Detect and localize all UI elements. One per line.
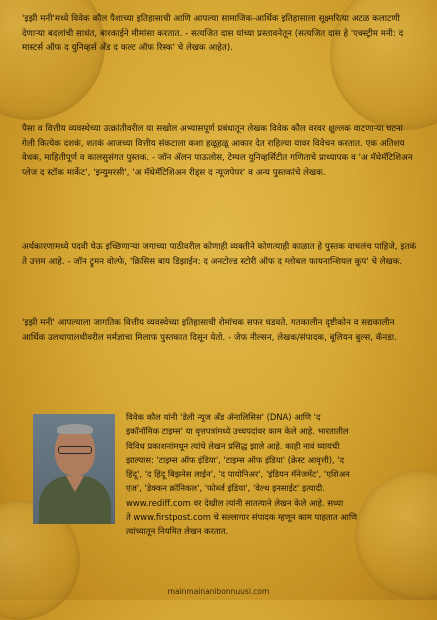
review-paragraph-3: अर्थकारणामध्ये पदवी घेऊ इच्छिणाऱ्या जगाच्या पाठीवरील कोणाही व्यक्तीने कोणत्याही काळात हे पुस्तक वाचलंच पाहिजे, इतकं ते उत्तम आहे. - जॉन ट्रूमन वोल्फे, 'क्रिसिस बाय डिझाईन: द अनटोल्ड स्टोरी ऑफ द ग्लोबल फायनान्शियल कूप' चे लेखक. [22, 242, 417, 267]
bio-line: विविध प्रकाशनांमधून त्यांचे लेखन प्रसिद्ध झाले आहे. काही नावं घ्यायची [126, 440, 340, 451]
footer-url: mainmainanibonnuusi.com [167, 587, 270, 596]
bio-line: विवेक कौल यांनी 'डेली न्यूज अँड ॲनालिसिस' (DNA) आणि 'द [126, 412, 321, 422]
bio-line: हिंदू', 'द हिंदू बिझनेस लाईन', 'द पायोनिअर', 'इंडियन मॅनेजमेंट', 'एशिअन [126, 469, 350, 480]
bio-line: इकॉनॉमिक टाइम्स' या वृत्तपत्रांमध्ये उच्चपदांवर काम केले आहे. भारतातील [126, 426, 349, 437]
review-paragraph-1: 'इझी मनी'मध्ये विवेक कौल पैशाच्या इतिहासाची आणि आपल्या सामाजिक-आर्थिक इतिहासाला सूक्ष्मरित्या अटळ कलाटणी देणाऱ्या बदलांची साधंत, बारकाईने मीमांसा करतात. - सत्यजित दास यांच्या प्रस्तावनेतून (सत्यजित दास हे 'एक्स्ट्रीम मनी: द मास्टर्स ऑफ द युनिव्हर्स अँड द कल्ट ऑफ रिस्क' चे लेखक आहेत). [22, 14, 404, 53]
review-paragraph-4: 'इझी मनी' आपल्याला जागतिक वित्तीय व्यवस्थेच्या इतिहासाची रोमांचक सफर घडवते. गतकालीन दृष्टीकोन व सद्यकालीन आर्थिक उलथापालथीवरील मर्मज्ञाचा मिलाफ पुस्तकात दिसून येतो. - जेफ नील्सन, लेखक/संपादक, बूलियन बुल्स, कॅनडा. [22, 318, 397, 343]
author-photo [33, 414, 115, 524]
bio-line: ते www.firstpost.com चे सल्लागार संपादक म्हणून काम पाहतात आणि [126, 512, 358, 523]
bio-line: त्यांच्यातून नियमित लेखन करतात. [126, 526, 229, 537]
review-paragraph-2: पैसा व वित्तीय व्यवस्थेच्या उत्क्रांतीवरील या सखोल अभ्यासपूर्ण प्रबंधातून लेखक विवेक कौल वरवर क्षुल्लक वाटणाऱ्या घटना गेली कित्येक दशकं, शतकं आजच्या वित्तीय संकटाला कशा हळूहळू आकार देत राहिल्या यावर विवेचन करतात. एक अतिशय वेधक, माहितीपूर्ण व कालसुसंगत पुस्तक. - जॉन ॲलन पाऊलोस, टेम्पल युनिव्हर्सिटीत गणिताचे प्राध्यापक व 'अ मॅथेमॅटिशिअन प्लेज द स्टॉक मार्केट', 'इन्युमरसी', 'अ मॅथेमॅटिशिअन रीड्स द न्यूजपेपर' व अन्य पुस्तकांचे लेखक. [22, 124, 413, 178]
author-bio [126, 410, 422, 539]
bio-line: झाल्यास: 'टाइम्स ऑफ इंडिया', 'टाइम्स ऑफ इंडिया' (क्रेस्ट आवृत्ती), 'द [126, 454, 345, 465]
bio-line: एज', 'डेक्कन क्रॉनिकल', 'फोर्ब्ज इंडिया', 'वेल्थ इनसाईट' इत्यादी. [126, 483, 325, 494]
bio-line: www.rediff.com वर देखील त्यांनी सातत्याने लेखन केले आहे. सध्या [126, 497, 344, 508]
